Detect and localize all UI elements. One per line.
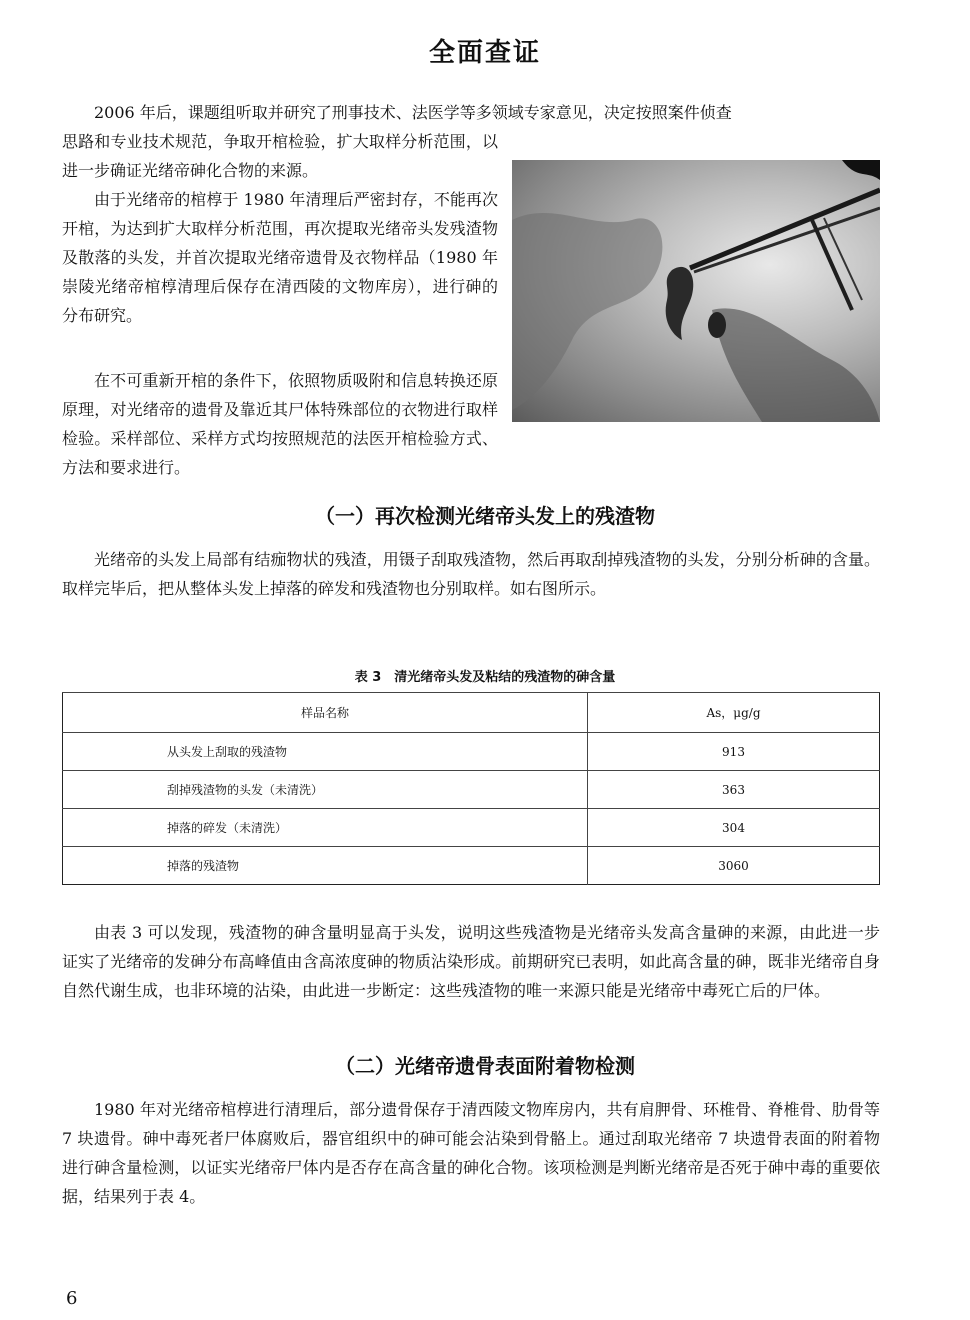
section-1-heading: （一）再次检测光绪帝头发上的残渣物 bbox=[315, 504, 655, 528]
table-row bbox=[63, 809, 880, 847]
arsenic-value-cell: 363 bbox=[588, 771, 880, 809]
intro-paragraph-1-rest: 思路和专业技术规范，争取开棺检验，扩大取样分析范围，以进一步确证光绪帝砷化合物的来源。 bbox=[62, 132, 498, 180]
table-row bbox=[63, 847, 880, 885]
column-header-sample-name: 样品名称 bbox=[63, 693, 588, 733]
page-title: 全面查证 bbox=[428, 38, 541, 68]
table-row bbox=[63, 771, 880, 809]
intro-paragraph-2: 由于光绪帝的棺椁于 1980 年清理后严密封存，不能再次开棺，为达到扩大取样分析范围，再次提取光绪帝头发残渣物及散落的头发，并首次提取光绪帝遗骨及衣物样品（1980 年崇陵光绪帝棺椁清理后保存在清西陵的文物库房），进行砷的分布研究。 bbox=[62, 190, 498, 325]
sample-name-cell: 刮掉残渣物的头发（未清洗） bbox=[63, 771, 588, 809]
arsenic-content-table bbox=[62, 692, 880, 885]
hair-sampling-photo bbox=[512, 160, 880, 422]
table-row bbox=[63, 733, 880, 771]
arsenic-value-cell: 913 bbox=[588, 733, 880, 771]
table-caption: 表 3 清光绪帝头发及粘结的残渣物的砷含量 bbox=[354, 670, 616, 685]
sample-name-cell: 掉落的残渣物 bbox=[63, 847, 588, 885]
section-2-paragraph: 1980 年对光绪帝棺椁进行清理后，部分遗骨保存于清西陵文物库房内，共有肩胛骨、环椎骨、脊椎骨、肋骨等 7 块遗骨。砷中毒死者尸体腐败后，器官组织中的砷可能会沾染到骨骼上。通过刮取光绪帝 7 块遗骨表面的附着物进行砷含量检测，以证实光绪帝尸体内是否存在高含量的砷化合物。该项检测是判断光绪帝是否死于砷中毒的重要依据，结果列于表 4。 bbox=[62, 1100, 880, 1206]
page-number: 6 bbox=[66, 1288, 78, 1309]
intro-paragraph-1-line-1: 2006 年后，课题组听取并研究了刑事技术、法医学等多领域专家意见，决定按照案件侦查 bbox=[94, 103, 732, 122]
column-header-arsenic: As，μg/g bbox=[588, 693, 880, 733]
intro-paragraph-3: 在不可重新开棺的条件下，依照物质吸附和信息转换还原原理，对光绪帝的遗骨及靠近其尸体特殊部位的衣物进行取样检验。采样部位、采样方式均按照规范的法医开棺检验方式、方法和要求进行。 bbox=[62, 371, 498, 477]
arsenic-value-cell: 3060 bbox=[588, 847, 880, 885]
section-2-heading: （二）光绪帝遗骨表面附着物检测 bbox=[335, 1054, 635, 1078]
sample-name-cell: 从头发上刮取的残渣物 bbox=[63, 733, 588, 771]
section-1-paragraph: 光绪帝的头发上局部有结痂物状的残渣，用镊子刮取残渣物，然后再取刮掉残渣物的头发，分别分析砷的含量。取样完毕后，把从整体头发上掉落的碎发和残渣物也分别取样。如右图所示。 bbox=[62, 550, 880, 598]
table-header-row bbox=[63, 693, 880, 733]
analysis-paragraph: 由表 3 可以发现，残渣物的砷含量明显高于头发，说明这些残渣物是光绪帝头发高含量砷的来源，由此进一步证实了光绪帝的发砷分布高峰值由含高浓度砷的物质沾染形成。前期研究已表明，如此高含量的砷，既非光绪帝自身自然代谢生成，也非环境的沾染，由此进一步断定：这些残渣物的唯一来源只能是光绪帝中毒死亡后的尸体。 bbox=[62, 923, 880, 1000]
sample-name-cell: 掉落的碎发（未清洗） bbox=[63, 809, 588, 847]
tweezers-illustration bbox=[512, 160, 880, 422]
arsenic-value-cell: 304 bbox=[588, 809, 880, 847]
